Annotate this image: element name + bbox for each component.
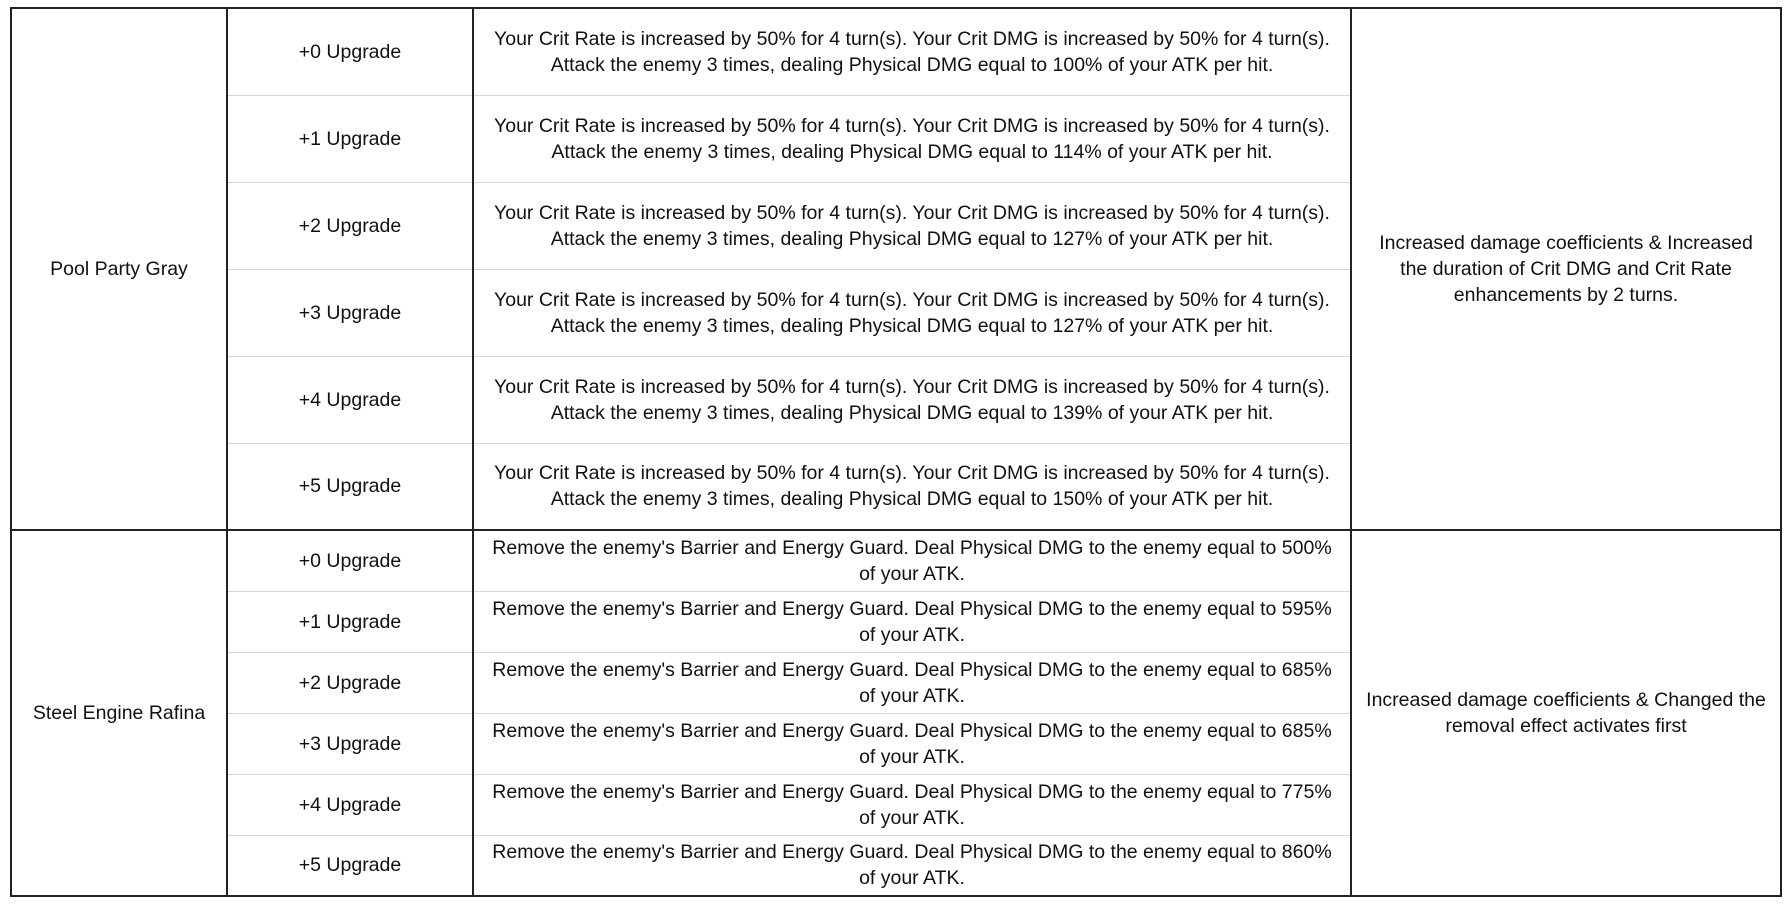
- skill-description: Your Crit Rate is increased by 50% for 4 turn(s). Your Crit DMG is increased by 50% for 4 turn(s). Attack the enemy 3 times, dealing Physical DMG equal to 139% of your ATK per hit.: [473, 356, 1351, 443]
- skill-description: Remove the enemy's Barrier and Energy Guard. Deal Physical DMG to the enemy equal to 685% of your ATK.: [473, 713, 1351, 774]
- skill-description: Remove the enemy's Barrier and Energy Guard. Deal Physical DMG to the enemy equal to 860% of your ATK.: [473, 835, 1351, 896]
- skill-description: Your Crit Rate is increased by 50% for 4 turn(s). Your Crit DMG is increased by 50% for 4 turn(s). Attack the enemy 3 times, dealing Physical DMG equal to 114% of your ATK per hit.: [473, 95, 1351, 182]
- upgrade-level: +4 Upgrade: [227, 356, 473, 443]
- upgrade-level: +2 Upgrade: [227, 182, 473, 269]
- upgrade-level: +5 Upgrade: [227, 835, 473, 896]
- character-group-steel-engine-rafina: [11, 530, 1781, 896]
- table-row: [11, 530, 1781, 591]
- upgrade-level: +0 Upgrade: [227, 530, 473, 591]
- upgrade-level: +2 Upgrade: [227, 652, 473, 713]
- upgrade-level: +4 Upgrade: [227, 774, 473, 835]
- skill-description: Your Crit Rate is increased by 50% for 4 turn(s). Your Crit DMG is increased by 50% for 4 turn(s). Attack the enemy 3 times, dealing Physical DMG equal to 150% of your ATK per hit.: [473, 443, 1351, 530]
- upgrade-level: +5 Upgrade: [227, 443, 473, 530]
- skill-description: Remove the enemy's Barrier and Energy Guard. Deal Physical DMG to the enemy equal to 775% of your ATK.: [473, 774, 1351, 835]
- upgrade-level: +3 Upgrade: [227, 269, 473, 356]
- skill-description: Your Crit Rate is increased by 50% for 4 turn(s). Your Crit DMG is increased by 50% for 4 turn(s). Attack the enemy 3 times, dealing Physical DMG equal to 127% of your ATK per hit.: [473, 182, 1351, 269]
- skill-description: Your Crit Rate is increased by 50% for 4 turn(s). Your Crit DMG is increased by 50% for 4 turn(s). Attack the enemy 3 times, dealing Physical DMG equal to 100% of your ATK per hit.: [473, 8, 1351, 95]
- upgrade-table: [10, 7, 1782, 897]
- skill-description: Remove the enemy's Barrier and Energy Guard. Deal Physical DMG to the enemy equal to 500% of your ATK.: [473, 530, 1351, 591]
- skill-description: Remove the enemy's Barrier and Energy Guard. Deal Physical DMG to the enemy equal to 595% of your ATK.: [473, 591, 1351, 652]
- upgrade-level: +1 Upgrade: [227, 591, 473, 652]
- skill-description: Remove the enemy's Barrier and Energy Guard. Deal Physical DMG to the enemy equal to 685% of your ATK.: [473, 652, 1351, 713]
- upgrade-level: +3 Upgrade: [227, 713, 473, 774]
- table-row: [11, 8, 1781, 95]
- change-summary: Increased damage coefficients & Increased the duration of Crit DMG and Crit Rate enhancements by 2 turns.: [1351, 8, 1781, 530]
- skill-description: Your Crit Rate is increased by 50% for 4 turn(s). Your Crit DMG is increased by 50% for 4 turn(s). Attack the enemy 3 times, dealing Physical DMG equal to 127% of your ATK per hit.: [473, 269, 1351, 356]
- upgrade-level: +0 Upgrade: [227, 8, 473, 95]
- change-summary: Increased damage coefficients & Changed the removal effect activates first: [1351, 530, 1781, 896]
- character-name: Pool Party Gray: [11, 8, 227, 530]
- character-group-pool-party-gray: [11, 8, 1781, 530]
- upgrade-level: +1 Upgrade: [227, 95, 473, 182]
- character-name: Steel Engine Rafina: [11, 530, 227, 896]
